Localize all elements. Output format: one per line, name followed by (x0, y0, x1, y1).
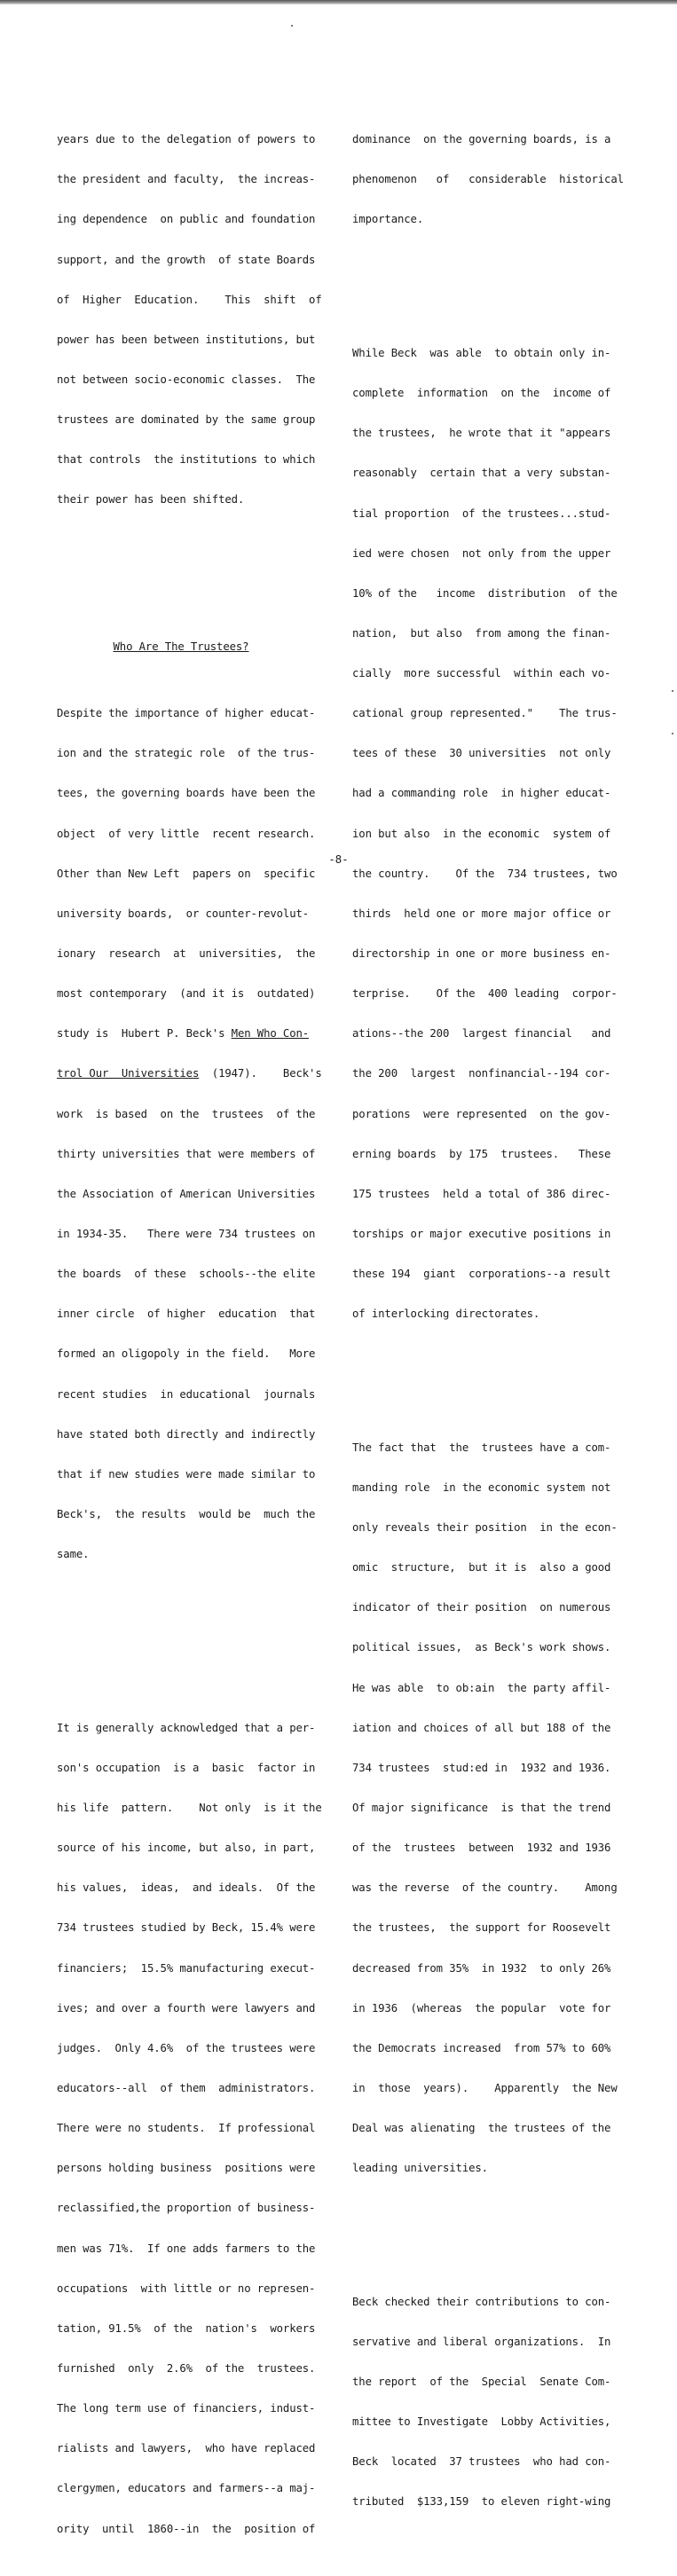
text-line: Despite the importance of higher educat- (57, 707, 316, 720)
right-column (352, 80, 636, 2549)
text-line: omic structure, but it is also a good (352, 1561, 611, 1575)
text-line: leading universities. (352, 2162, 488, 2175)
text-line: same. (57, 1548, 90, 1561)
text-line: Other than New Left papers on specific (57, 867, 316, 880)
text-line: 734 trustees stud:ed in 1932 and 1936. (352, 1761, 611, 1774)
text-line: the trustees, he wrote that it "appears (352, 427, 611, 440)
paragraph-political-issues (352, 1415, 636, 2203)
text-line: dominance on the governing boards, is a (352, 133, 611, 146)
text-line: most contemporary (and it is outdated) (57, 987, 316, 1001)
text-line: support, and the growth of state Boards (57, 253, 316, 266)
paragraph-gap (57, 1614, 332, 1628)
text-line: in 1934-35. There were 734 trustees on (57, 1228, 316, 1241)
study-suffix: (1947). Beck's (199, 1067, 322, 1080)
text-line: While Beck was able to obtain only in- (352, 346, 611, 359)
study-prefix: study is Hubert P. Beck's (57, 1027, 232, 1041)
paragraph-gap (57, 1655, 332, 1669)
text-line: clergymen, educators and farmers--a maj- (57, 2482, 316, 2495)
text-line: Deal was alienating the trustees of the (352, 2122, 611, 2135)
text-line: ied were chosen not only from the upper (352, 546, 611, 560)
text-line: mittee to Investigate Lobby Activities, (352, 2415, 611, 2429)
text-line: tributed $133,159 to eleven right-wing (352, 2495, 611, 2509)
text-line: work is based on the trustees of the (57, 1107, 316, 1120)
text-line: the trustees, the support for Roosevelt (352, 1921, 611, 1935)
text-line: his values, ideas, and ideals. Of the (57, 1881, 316, 1895)
paragraph-income (352, 320, 636, 1348)
text-line: of the trustees between 1932 and 1936 (352, 1842, 611, 1855)
text-line: indicator of their position on numerous (352, 1601, 611, 1614)
text-line: nation, but also from among the finan- (352, 626, 611, 640)
text-line: ing dependence on public and foundation (57, 213, 316, 226)
text-line: recent studies in educational journals (57, 1387, 316, 1401)
text-line: Beck located 37 trustees who had con- (352, 2455, 611, 2469)
text-line: source of his income, but also, in part, (57, 1842, 316, 1855)
text-line: reclassified,the proportion of business- (57, 2202, 316, 2215)
section-heading (57, 640, 332, 654)
text-line: ority until 1860--in the position of (57, 2522, 316, 2535)
text-line: iation and choices of all but 188 of the (352, 1721, 611, 1734)
text-line: decreased from 35% in 1932 to only 26% (352, 1961, 611, 1975)
text-line: The fact that the trustees have a com- (352, 1441, 611, 1454)
text-line: not between socio-economic classes. The (57, 373, 316, 387)
text-line: trustees are dominated by the same group (57, 413, 316, 427)
text-line: There were no students. If professional (57, 2122, 316, 2135)
paragraph-gap (352, 1375, 636, 1388)
text-line: tees, the governing boards have been the (57, 787, 316, 800)
text-line: ionary research at universities, the (57, 947, 316, 961)
text-line: son's occupation is a basic factor in (57, 1761, 316, 1774)
text-line: thirds held one or more major office or (352, 907, 611, 920)
text-line: the 200 largest nonfinancial--194 cor- (352, 1067, 611, 1080)
left-column (57, 80, 332, 2576)
text-line: Of major significance is that the trend (352, 1802, 611, 1815)
text-line: tees of these 30 universities not only (352, 747, 611, 760)
text-line: Beck's, the results would be much the (57, 1508, 316, 1521)
text-line: years due to the delegation of powers to (57, 133, 316, 146)
scanned-top-edge (0, 0, 677, 4)
text-line: object of very little recent research. (57, 827, 316, 840)
text-line: torships or major executive positions in (352, 1228, 611, 1241)
text-line: financiers; 15.5% manufacturing execut- (57, 1961, 316, 1975)
paragraph-gap (57, 561, 332, 574)
paragraph-gap (57, 601, 332, 614)
text-line: furnished only 2.6% of the trustees. (57, 2362, 316, 2376)
text-line: servative and liberal organizations. In (352, 2335, 611, 2348)
text-line: his life pattern. Not only is it the (57, 1802, 322, 1815)
paragraph-dominance (352, 106, 636, 254)
text-line: that if new studies were made similar to (57, 1467, 316, 1480)
paragraph-contributions (352, 2269, 636, 2536)
section-heading-text: Who Are The Trustees? (113, 640, 249, 653)
text-line: had a commanding role in higher educat- (352, 787, 611, 800)
text-line: phenomenon of considerable historical (352, 173, 624, 186)
text-line: men was 71%. If one adds farmers to the (57, 2242, 316, 2255)
text-line: that controls the institutions to which (57, 453, 316, 467)
text-line: tial proportion of the trustees...stud- (352, 507, 611, 520)
text-line: persons holding business positions were (57, 2162, 316, 2175)
text-line (57, 1067, 332, 1080)
text-line: importance. (352, 213, 424, 226)
scan-speck (672, 733, 673, 734)
text-line: of Higher Education. This shift of (57, 293, 322, 306)
text-line: the boards of these schools--the elite (57, 1268, 316, 1281)
text-line: He was able to ob:ain the party affil- (352, 1681, 611, 1694)
text-line: Beck checked their contributions to con- (352, 2295, 611, 2308)
text-line: only reveals their position in the econ- (352, 1521, 618, 1535)
text-line: ion but also in the economic system of (352, 827, 611, 840)
text-line: tation, 91.5% of the nation's workers (57, 2321, 316, 2335)
text-line: inner circle of higher education that (57, 1308, 316, 1321)
paragraph-powers-shift (57, 106, 332, 534)
text-line: 734 trustees studied by Beck, 15.4% were (57, 1921, 316, 1935)
text-line: ives; and over a fourth were lawyers and (57, 2001, 316, 2014)
text-line: terprise. Of the 400 leading corpor- (352, 987, 618, 1001)
text-line: was the reverse of the country. Among (352, 1881, 618, 1895)
text-line: cational group represented." The trus- (352, 707, 618, 720)
text-line: of interlocking directorates. (352, 1308, 540, 1321)
paragraph-gap (352, 2229, 636, 2242)
text-line: in 1936 (whereas the popular vote for (352, 2001, 611, 2014)
paragraph-occupation (57, 1695, 332, 2563)
text-line: manding role in the economic system not (352, 1480, 611, 1494)
scan-speck (291, 25, 293, 27)
page-number: -8- (328, 853, 349, 866)
text-line: 10% of the income distribution of the (352, 586, 618, 600)
text-line: porations were represented on the gov- (352, 1107, 611, 1120)
text-line: university boards, or counter-revolut- (57, 907, 310, 920)
text-line: The long term use of financiers, indust- (57, 2402, 316, 2415)
text-line: formed an oligopoly in the field. More (57, 1347, 316, 1361)
text-line: It is generally acknowledged that a per- (57, 1721, 316, 1734)
text-line: ations--the 200 largest financial and (352, 1027, 611, 1041)
text-line: these 194 giant corporations--a result (352, 1268, 611, 1281)
paragraph-importance (57, 680, 332, 1588)
book-title-part2: trol Our Universities (57, 1067, 200, 1080)
paragraph-gap (352, 280, 636, 294)
text-line (57, 1027, 332, 1041)
text-line: power has been between institutions, but (57, 333, 316, 346)
text-line: judges. Only 4.6% of the trustees were (57, 2041, 316, 2054)
text-line: have stated both directly and indirectly (57, 1427, 316, 1441)
text-line: the Democrats increased from 57% to 60% (352, 2041, 611, 2054)
text-line: the president and faculty, the increas- (57, 173, 316, 186)
text-line: the Association of American Universities (57, 1187, 316, 1200)
text-line: occupations with little or no represen- (57, 2281, 316, 2295)
text-line: reasonably certain that a very substan- (352, 467, 611, 480)
text-line: 175 trustees held a total of 386 direc- (352, 1187, 611, 1200)
text-line: directorship in one or more business en- (352, 947, 611, 961)
book-title-part1: Men Who Con- (231, 1027, 310, 1041)
text-line: rialists and lawyers, who have replaced (57, 2442, 316, 2455)
text-line: the country. Of the 734 trustees, two (352, 867, 618, 880)
text-line: cially more successful within each vo- (352, 667, 611, 680)
text-line: in those years). Apparently the New (352, 2082, 618, 2095)
text-line: complete information on the income of (352, 387, 611, 400)
scan-speck (672, 690, 673, 692)
text-line: thirty universities that were members of (57, 1147, 316, 1160)
text-line: political issues, as Beck's work shows. (352, 1641, 611, 1654)
text-line: the report of the Special Senate Com- (352, 2376, 611, 2389)
text-line: their power has been shifted. (57, 493, 245, 507)
text-line: educators--all of them administrators. (57, 2082, 316, 2095)
text-line: erning boards by 175 trustees. These (352, 1147, 611, 1160)
text-line: ion and the strategic role of the trus- (57, 747, 316, 760)
